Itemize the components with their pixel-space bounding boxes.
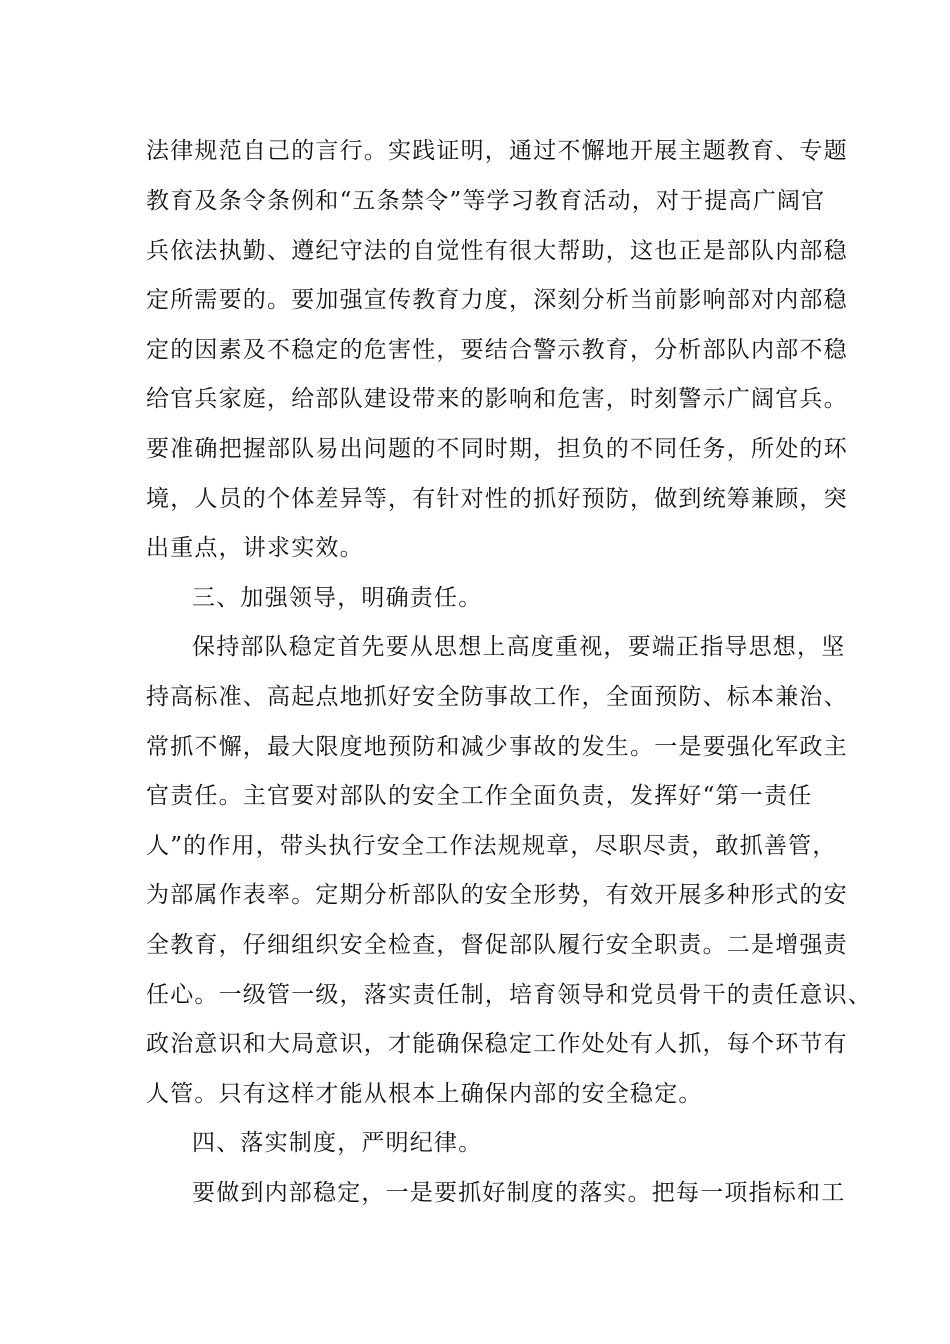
body-text-line: 出重点，讲求实效。 <box>146 535 364 561</box>
body-text-line: 为部属作表率。定期分析部队的安全形势，有效开展多种形式的安 <box>146 882 848 908</box>
body-text-line: 要准确把握部队易出问题的不同时期，担负的不同任务，所处的环 <box>146 436 848 462</box>
body-text-line: 法律规范自己的言行。实践证明，通过不懈地开展主题教育、专题 <box>146 138 848 164</box>
body-text-line: 要做到内部稳定，一是要抓好制度的落实。把每一项指标和工 <box>192 1180 846 1206</box>
body-text-line: 境，人员的个体差异等，有针对性的抓好预防，做到统筹兼顾，突 <box>146 486 848 512</box>
section-heading: 三、加强领导，明确责任。 <box>192 585 483 611</box>
body-text-line: 任心。一级管一级，落实责任制，培育领导和党员骨干的责任意识、 <box>146 982 872 1008</box>
body-text-line: 给官兵家庭，给部队建设带来的影响和危害，时刻警示广阔官兵。 <box>146 386 848 412</box>
body-text-line: 政治意识和大局意识，才能确保稳定工作处处有人抓，每个环节有 <box>146 1031 848 1057</box>
body-text-line: 人”的作用，带头执行安全工作法规规章，尽职尽责，敢抓善管， <box>146 833 837 859</box>
section-heading: 四、落实制度，严明纪律。 <box>192 1130 483 1156</box>
body-text-line: 定的因素及不稳定的危害性，要结合警示教育，分析部队内部不稳 <box>146 337 848 363</box>
body-text-line: 人管。只有这样才能从根本上确保内部的安全稳定。 <box>146 1081 703 1107</box>
body-text-line: 官责任。主官要对部队的安全工作全面负责，发挥好“第一责任 <box>146 783 813 809</box>
body-text-line: 兵依法执勤、遵纪守法的自觉性有很大帮助，这也正是部队内部稳 <box>146 238 848 264</box>
body-text-line: 常抓不懈，最大限度地预防和减少事故的发生。一是要强化军政主 <box>146 734 848 760</box>
body-text-line: 保持部队稳定首先要从思想上高度重视，要端正指导思想，坚 <box>192 634 846 660</box>
body-text-line: 定所需要的。要加强宣传教育力度，深刻分析当前影响部对内部稳 <box>146 287 848 313</box>
body-text-line: 持高标准、高起点地抓好安全防事故工作，全面预防、标本兼治、 <box>146 684 848 710</box>
body-text-line: 全教育，仔细组织安全检查，督促部队履行安全职责。二是增强责 <box>146 932 848 958</box>
body-text-line: 教育及条令条例和“五条禁令”等学习教育活动，对于提高广阔官 <box>146 188 826 214</box>
